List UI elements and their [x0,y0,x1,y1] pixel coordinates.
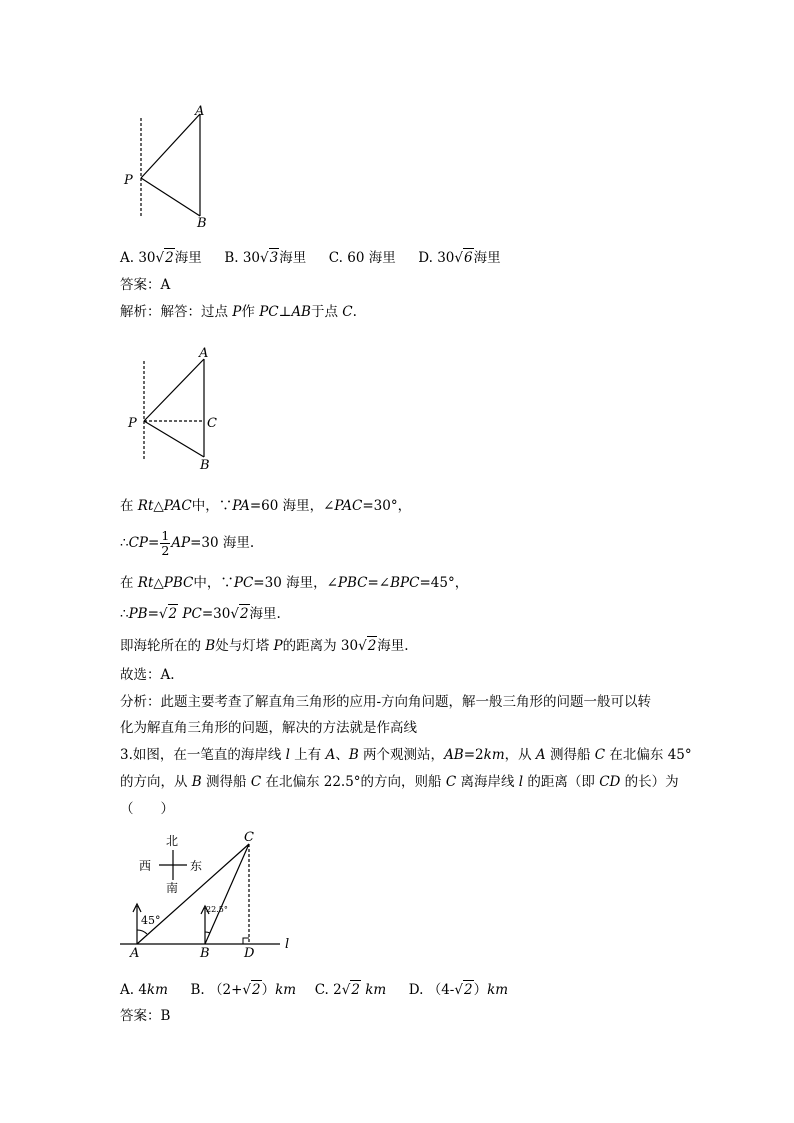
text: ⊥ [278,304,292,320]
radicand: 2 [367,638,377,654]
fraction [160,529,170,558]
text: 上有 [290,747,326,763]
solution-line-4 [120,604,281,623]
label-p: P [124,173,133,188]
text: 离海岸线 [456,774,519,790]
text: =45°， [419,575,469,591]
segment-pb [141,178,200,216]
option-a-unit: km [146,982,168,998]
text: 、 [335,747,349,763]
text: =60 海里，∠ [249,498,335,514]
compass-south: 南 [166,881,179,895]
text: 海里. [249,606,281,622]
figure-3-coastline [115,828,300,963]
text: 即海轮所在的 [120,638,206,654]
text: 于点 [310,304,343,320]
text: C [342,304,353,320]
text: 两个观测站， [358,747,445,763]
option-a: A. 4 [120,982,147,998]
figure-2-triangle [120,343,230,473]
solution-line-3 [120,574,468,592]
text: PAC [334,498,363,514]
radicand: 2 [239,606,249,622]
text: 在 [120,575,138,591]
text: =30°， [362,498,412,514]
text: 测得船 [201,774,251,790]
text: 的方向，从 [120,774,192,790]
text: km [483,747,505,763]
text: A [535,747,546,763]
text: ∴ [120,606,129,622]
solution-analysis-1: 分析：此题主要考查了解直角三角形的应用-方向角问题，解一般三角形的问题一般可以转 [120,694,652,710]
text: C [445,774,457,790]
option-d-prefix: D. （4- [408,982,455,998]
right-angle-mark [243,938,249,944]
option-c-prefix: C. 2 [314,982,342,998]
q3-answer: 答案：B [120,1008,171,1024]
q3-stem-line-1 [120,746,692,764]
q3-stem-line-2 [120,773,679,791]
label-d: D [244,946,255,961]
text: 的距离（即 [523,774,600,790]
text: 中，∵ [193,575,234,591]
text: P [273,638,283,654]
angle-arc-b [205,932,210,933]
text: = [147,606,159,622]
segment-pb [144,421,204,457]
option-d-radicand: 6 [464,250,473,266]
text: PC [233,575,254,591]
text: PB [128,606,148,622]
sqrt-symbol: √2 [341,982,360,998]
label-l: l [285,937,290,952]
q2-analysis [120,303,357,321]
option-a-unit: 海里 [174,250,202,266]
text: . [352,304,357,320]
text: 的长）为 [620,774,679,790]
solution-line-1 [120,497,411,515]
text: 在北偏东 45° [605,747,692,763]
label-a: A [199,346,209,361]
option-b-prefix: B. （2+ [190,982,243,998]
label-c: C [244,830,254,845]
option-d-unit: km [487,982,509,998]
text: C [250,774,262,790]
text: △ [153,498,164,514]
text: 3.如图，在一笔直的海岸线 [120,747,286,763]
angle-label-a: 45° [141,914,161,927]
text: ∴ [120,535,129,551]
text: PBC [337,575,368,591]
text: PC [259,304,279,320]
solution-line-6: 故选：A. [120,667,175,683]
text: 中，∵ [191,498,233,514]
option-b-unit: 海里 [279,250,307,266]
text: 作 [241,304,260,320]
text: =2 [463,747,484,763]
fraction-denominator: 2 [161,543,170,558]
q2-options [120,248,501,267]
text: PC [182,606,202,622]
sqrt-symbol: √2 [358,638,377,654]
text: AB [291,304,311,320]
angle-arc-a [137,930,147,934]
option-c-radicand: 2 [351,982,360,998]
option-b-prefix: B. 30 [224,250,260,266]
text: PA [232,498,250,514]
text: C [594,747,606,763]
text: B [348,747,359,763]
text: A [325,747,336,763]
text: BPC [390,575,420,591]
option-a-radicand: 2 [165,250,174,266]
text: AP [171,535,191,551]
option-b-radicand: 3 [269,250,279,266]
option-d-close: ） [473,982,488,998]
label-c: C [207,416,217,431]
text: 海里. [377,638,409,654]
option-c-unit: km [365,982,387,998]
text: △ [153,575,164,591]
option-d-unit: 海里 [473,250,501,266]
text: =30 [201,606,231,622]
label-b: B [200,946,210,961]
segment-pa [141,114,200,178]
segment-bc [205,844,249,944]
solution-analysis-2: 化为解直角三角形的问题，解决的方法就是作高线 [120,720,417,736]
sqrt-symbol: √2 [155,250,174,266]
text: =∠ [367,575,391,591]
text: =30 海里. [190,535,255,551]
sqrt-symbol: √3 [260,250,279,266]
text: ，从 [504,747,536,763]
solution-line-5 [120,636,409,655]
option-b-radicand: 2 [252,982,261,998]
text: Rt [137,575,154,591]
text: PAC [163,498,192,514]
text: 测得船 [545,747,595,763]
text: CD [599,774,621,790]
segment-pa [144,359,204,421]
angle-label-b: 22.5° [206,905,228,914]
label-b: B [197,216,207,230]
label-a: A [195,104,205,119]
radicand: 2 [168,606,178,622]
text: 处与灯塔 [215,638,274,654]
text: 的距离为 30 [282,638,359,654]
label-p: P [128,416,137,431]
option-b-unit: km [275,982,297,998]
text: PBC [163,575,194,591]
text: CP [128,535,149,551]
text: 解析：解答：过点 [120,304,233,320]
text: 在 [120,498,138,514]
text: AB [444,747,464,763]
option-a-prefix: A. 30 [120,250,156,266]
q3-blank: （ ） [120,801,174,817]
label-b: B [200,458,210,473]
label-a: A [130,946,140,961]
solution-line-2 [120,528,254,558]
option-d-prefix: D. 30 [418,250,455,266]
sqrt-symbol: √2 [158,606,178,622]
text: l [285,747,290,763]
sqrt-symbol: √6 [454,250,473,266]
sqrt-symbol: √2 [242,982,261,998]
text: B [205,638,216,654]
q2-answer: 答案：A [120,277,171,293]
sqrt-symbol: √2 [454,982,473,998]
option-d-radicand: 2 [463,982,473,998]
text: Rt [137,498,154,514]
figure-1-triangle [115,100,225,230]
sqrt-symbol: √2 [230,606,249,622]
compass-west: 西 [139,859,152,873]
option-b-close: ） [261,982,276,998]
q3-options [120,980,508,999]
text: l [518,774,524,790]
compass-north: 北 [166,834,179,848]
text: = [148,535,160,551]
text: B [191,774,202,790]
fraction-numerator: 1 [161,528,170,543]
option-c: C. 60 海里 [328,250,396,266]
text: P [232,304,242,320]
text: 在北偏东 22.5°的方向，则船 [261,774,446,790]
compass-east: 东 [190,859,203,873]
text: =30 海里，∠ [253,575,338,591]
